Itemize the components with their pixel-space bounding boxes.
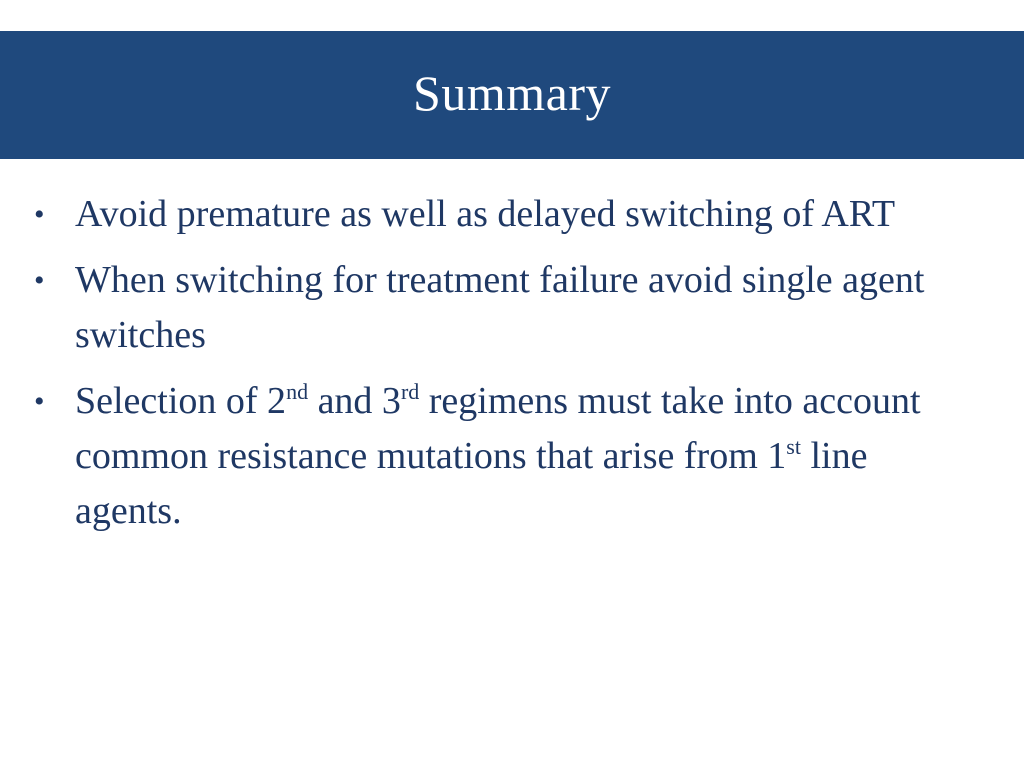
bullet-item [28, 187, 968, 242]
bullet-dot-icon: • [34, 264, 45, 297]
bullet-text-part: and 3 [308, 380, 401, 422]
bullet-item [28, 253, 968, 363]
bullet-dot-icon: • [34, 198, 45, 231]
bullet-text: When switching for treatment failure avoid single agent switches [75, 259, 925, 356]
superscript: nd [286, 379, 309, 404]
bullet-item [28, 374, 968, 539]
bullet-list [28, 187, 968, 550]
bullet-text-part: Selection of 2 [75, 380, 287, 422]
title-band [0, 31, 1024, 159]
bullet-text: Avoid premature as well as delayed switching of ART [75, 193, 896, 235]
bullet-text-part: line agents. [75, 435, 868, 532]
superscript: st [786, 434, 801, 459]
slide-title: Summary [413, 65, 611, 121]
superscript: rd [400, 379, 420, 404]
bullet-dot-icon: • [34, 385, 45, 418]
bullet-text-part: regimens must take into account common resistance mutations that arise from 1 [75, 380, 921, 477]
